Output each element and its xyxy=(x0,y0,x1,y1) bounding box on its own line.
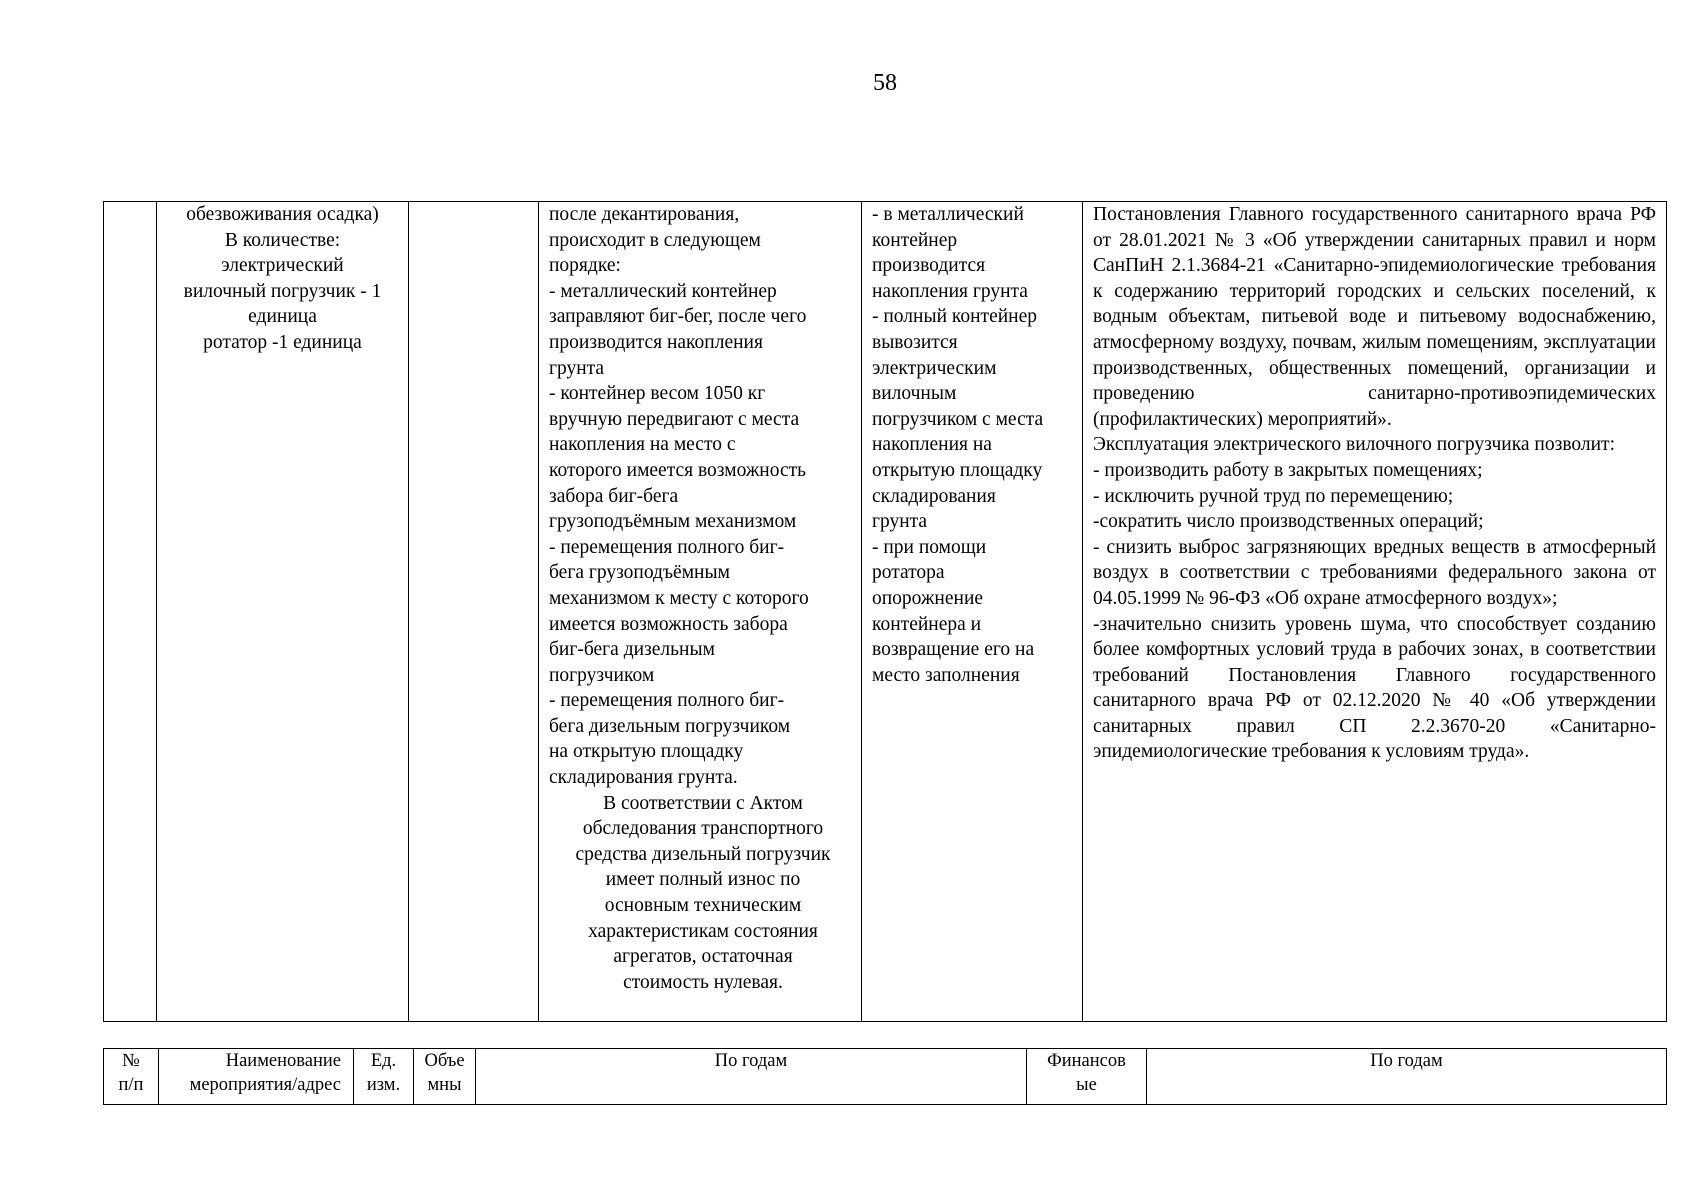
text-line: основным техническим xyxy=(604,895,802,917)
column-header-table xyxy=(103,1048,1667,1105)
benefit-item: -значительно снизить уровень шума, что способствует созданию более комфортных условий труда в рабочих зонах, в соответствии требований Постановления Главного государственного санитарного врача РФ от 02.12.2020 № 40 «Об утверждении санитарных правил СП 2.2.3670-20 «Санитарно-эпидемиологические требования к условиям труда». xyxy=(1093,613,1656,763)
header-text: Наименование xyxy=(225,1051,341,1071)
header-text: Ед. xyxy=(370,1051,397,1071)
text-line: средства дизельный погрузчик xyxy=(575,843,831,865)
text-line: имеется возможность забора xyxy=(549,613,788,635)
text-line: происходит в следующем xyxy=(549,229,761,251)
text-line: агрегатов, остаточная xyxy=(613,946,793,968)
measure-name-cell xyxy=(157,202,409,1022)
text-line: производится накопления xyxy=(549,331,763,353)
text-line: - полный контейнер xyxy=(872,306,1037,328)
text-line: имеет полный износ по xyxy=(605,869,801,891)
text-line: погрузчиком с места xyxy=(872,408,1044,430)
benefit-item: -сократить число производственных операций; xyxy=(1093,511,1484,533)
text-line: стоимость нулевая. xyxy=(623,971,783,993)
text-line: грунта xyxy=(872,511,928,533)
measures-table xyxy=(103,201,1667,1022)
header-text: ые xyxy=(1076,1075,1097,1095)
header-text: п/п xyxy=(118,1075,144,1095)
text-line: механизмом к месту с которого xyxy=(549,587,809,609)
page-number: 58 xyxy=(873,70,897,96)
text-line: единица xyxy=(248,306,317,328)
header-text: Финансов xyxy=(1047,1051,1126,1071)
text-line: возвращение его на xyxy=(872,639,1035,661)
text-line: место заполнения xyxy=(872,664,1020,686)
text-line: складирования грунта. xyxy=(549,767,738,789)
text-line: накопления грунта xyxy=(872,280,1028,302)
empty-cell xyxy=(409,202,539,1022)
header-volume xyxy=(414,1049,476,1105)
text-line: вилочным xyxy=(872,383,957,405)
text-line: вывозится xyxy=(872,331,958,353)
header-text: мероприятия/адрес xyxy=(189,1075,341,1095)
text-line: - перемещения полного биг- xyxy=(549,690,785,712)
text-line: накопления на xyxy=(872,434,992,456)
text-line: ротатор -1 единица xyxy=(203,331,362,353)
text-line: заправляют биг-бег, после чего xyxy=(549,306,807,328)
text-line: - при помощи xyxy=(872,536,987,558)
text-line: вручную передвигают с места xyxy=(549,408,800,430)
text-line: электрический xyxy=(221,255,344,277)
text-line: характеристикам состояния xyxy=(588,920,818,942)
text-line: грунта xyxy=(549,357,605,379)
header-text: Объе xyxy=(424,1051,465,1071)
header-row xyxy=(104,1049,1667,1105)
text-line: контейнер xyxy=(872,229,958,251)
benefit-item: - производить работу в закрытых помещениях; xyxy=(1093,459,1483,481)
header-text: По годам xyxy=(1370,1051,1443,1071)
table-row xyxy=(104,202,1667,1022)
header-measure-name xyxy=(159,1049,354,1105)
text-line: В соответствии с Актом xyxy=(603,792,803,814)
text-line: погрузчиком xyxy=(549,664,655,686)
text-line: складирования xyxy=(872,485,996,507)
text-line: бега грузоподъёмным xyxy=(549,562,730,584)
text-line: ротатора xyxy=(872,562,945,584)
header-number xyxy=(104,1049,159,1105)
text-line: забора биг-бега xyxy=(549,485,679,507)
text-line: производится xyxy=(872,255,986,277)
justification-cell xyxy=(1083,202,1667,1022)
proposed-procedure-cell xyxy=(862,202,1083,1022)
header-text: изм. xyxy=(366,1075,401,1095)
text-line: грузоподъёмным механизмом xyxy=(549,511,797,533)
benefit-item: - снизить выброс загрязняющих вредных веществ в атмосферный воздух в соответствии с требованиями федерального закона от 04.05.1999 № 96-ФЗ «Об охране атмосферного воздух»; xyxy=(1093,536,1656,609)
decree-paragraph: Постановления Главного государственного санитарного врача РФ от 28.01.2021 № 3 «Об утверждении санитарных правил и норм СанПиН 2.1.3684-21 «Санитарно-эпидемиологические требования к содержанию территорий городских и сельских поселений, к водным объектам, питьевой воде и питьевому водоснабжению, атмосферному воздуху, почвам, жилым помещениям, эксплуатации производственных, общественных помещений, организации и проведению санитарно-противоэпидемических (профилактических) мероприятий». xyxy=(1093,204,1656,430)
procedure-description-cell xyxy=(539,202,862,1022)
text-line: порядке: xyxy=(549,255,621,277)
text-line: после декантирования, xyxy=(549,204,740,225)
text-line: опорожнение xyxy=(872,587,984,609)
text-line: - металлический контейнер xyxy=(549,280,777,302)
text-line: обезвоживания осадка) xyxy=(186,204,379,225)
text-line: на открытую площадку xyxy=(549,741,744,763)
benefit-item: - исключить ручной труд по перемещению; xyxy=(1093,485,1454,507)
text-line: биг-бега дизельным xyxy=(549,639,715,661)
header-text: мны xyxy=(427,1075,462,1095)
text-line: В количестве: xyxy=(224,229,341,251)
text-line: вилочный погрузчик - 1 xyxy=(183,280,382,302)
header-text: № xyxy=(122,1051,140,1071)
text-line: контейнера и xyxy=(872,613,982,635)
text-line: которого имеется возможность xyxy=(549,459,807,481)
header-by-years xyxy=(476,1049,1027,1105)
text-line: бега дизельным погрузчиком xyxy=(549,715,791,737)
header-unit xyxy=(354,1049,414,1105)
text-line: - перемещения полного биг- xyxy=(549,536,785,558)
text-line: электрическим xyxy=(872,357,997,379)
header-by-years-2 xyxy=(1147,1049,1667,1105)
text-line: - в металлический xyxy=(872,204,1024,225)
header-text: По годам xyxy=(714,1051,788,1071)
text-line: накопления на место с xyxy=(549,434,736,456)
text-line: обследования транспортного xyxy=(582,818,824,840)
number-cell xyxy=(104,202,157,1022)
header-financial xyxy=(1027,1049,1147,1105)
text-line: открытую площадку xyxy=(872,459,1043,481)
text-line: - контейнер весом 1050 кг xyxy=(549,383,766,405)
act-note xyxy=(549,791,857,996)
forklift-paragraph: Эксплуатация электрического вилочного погрузчика позволит: xyxy=(1093,434,1615,456)
